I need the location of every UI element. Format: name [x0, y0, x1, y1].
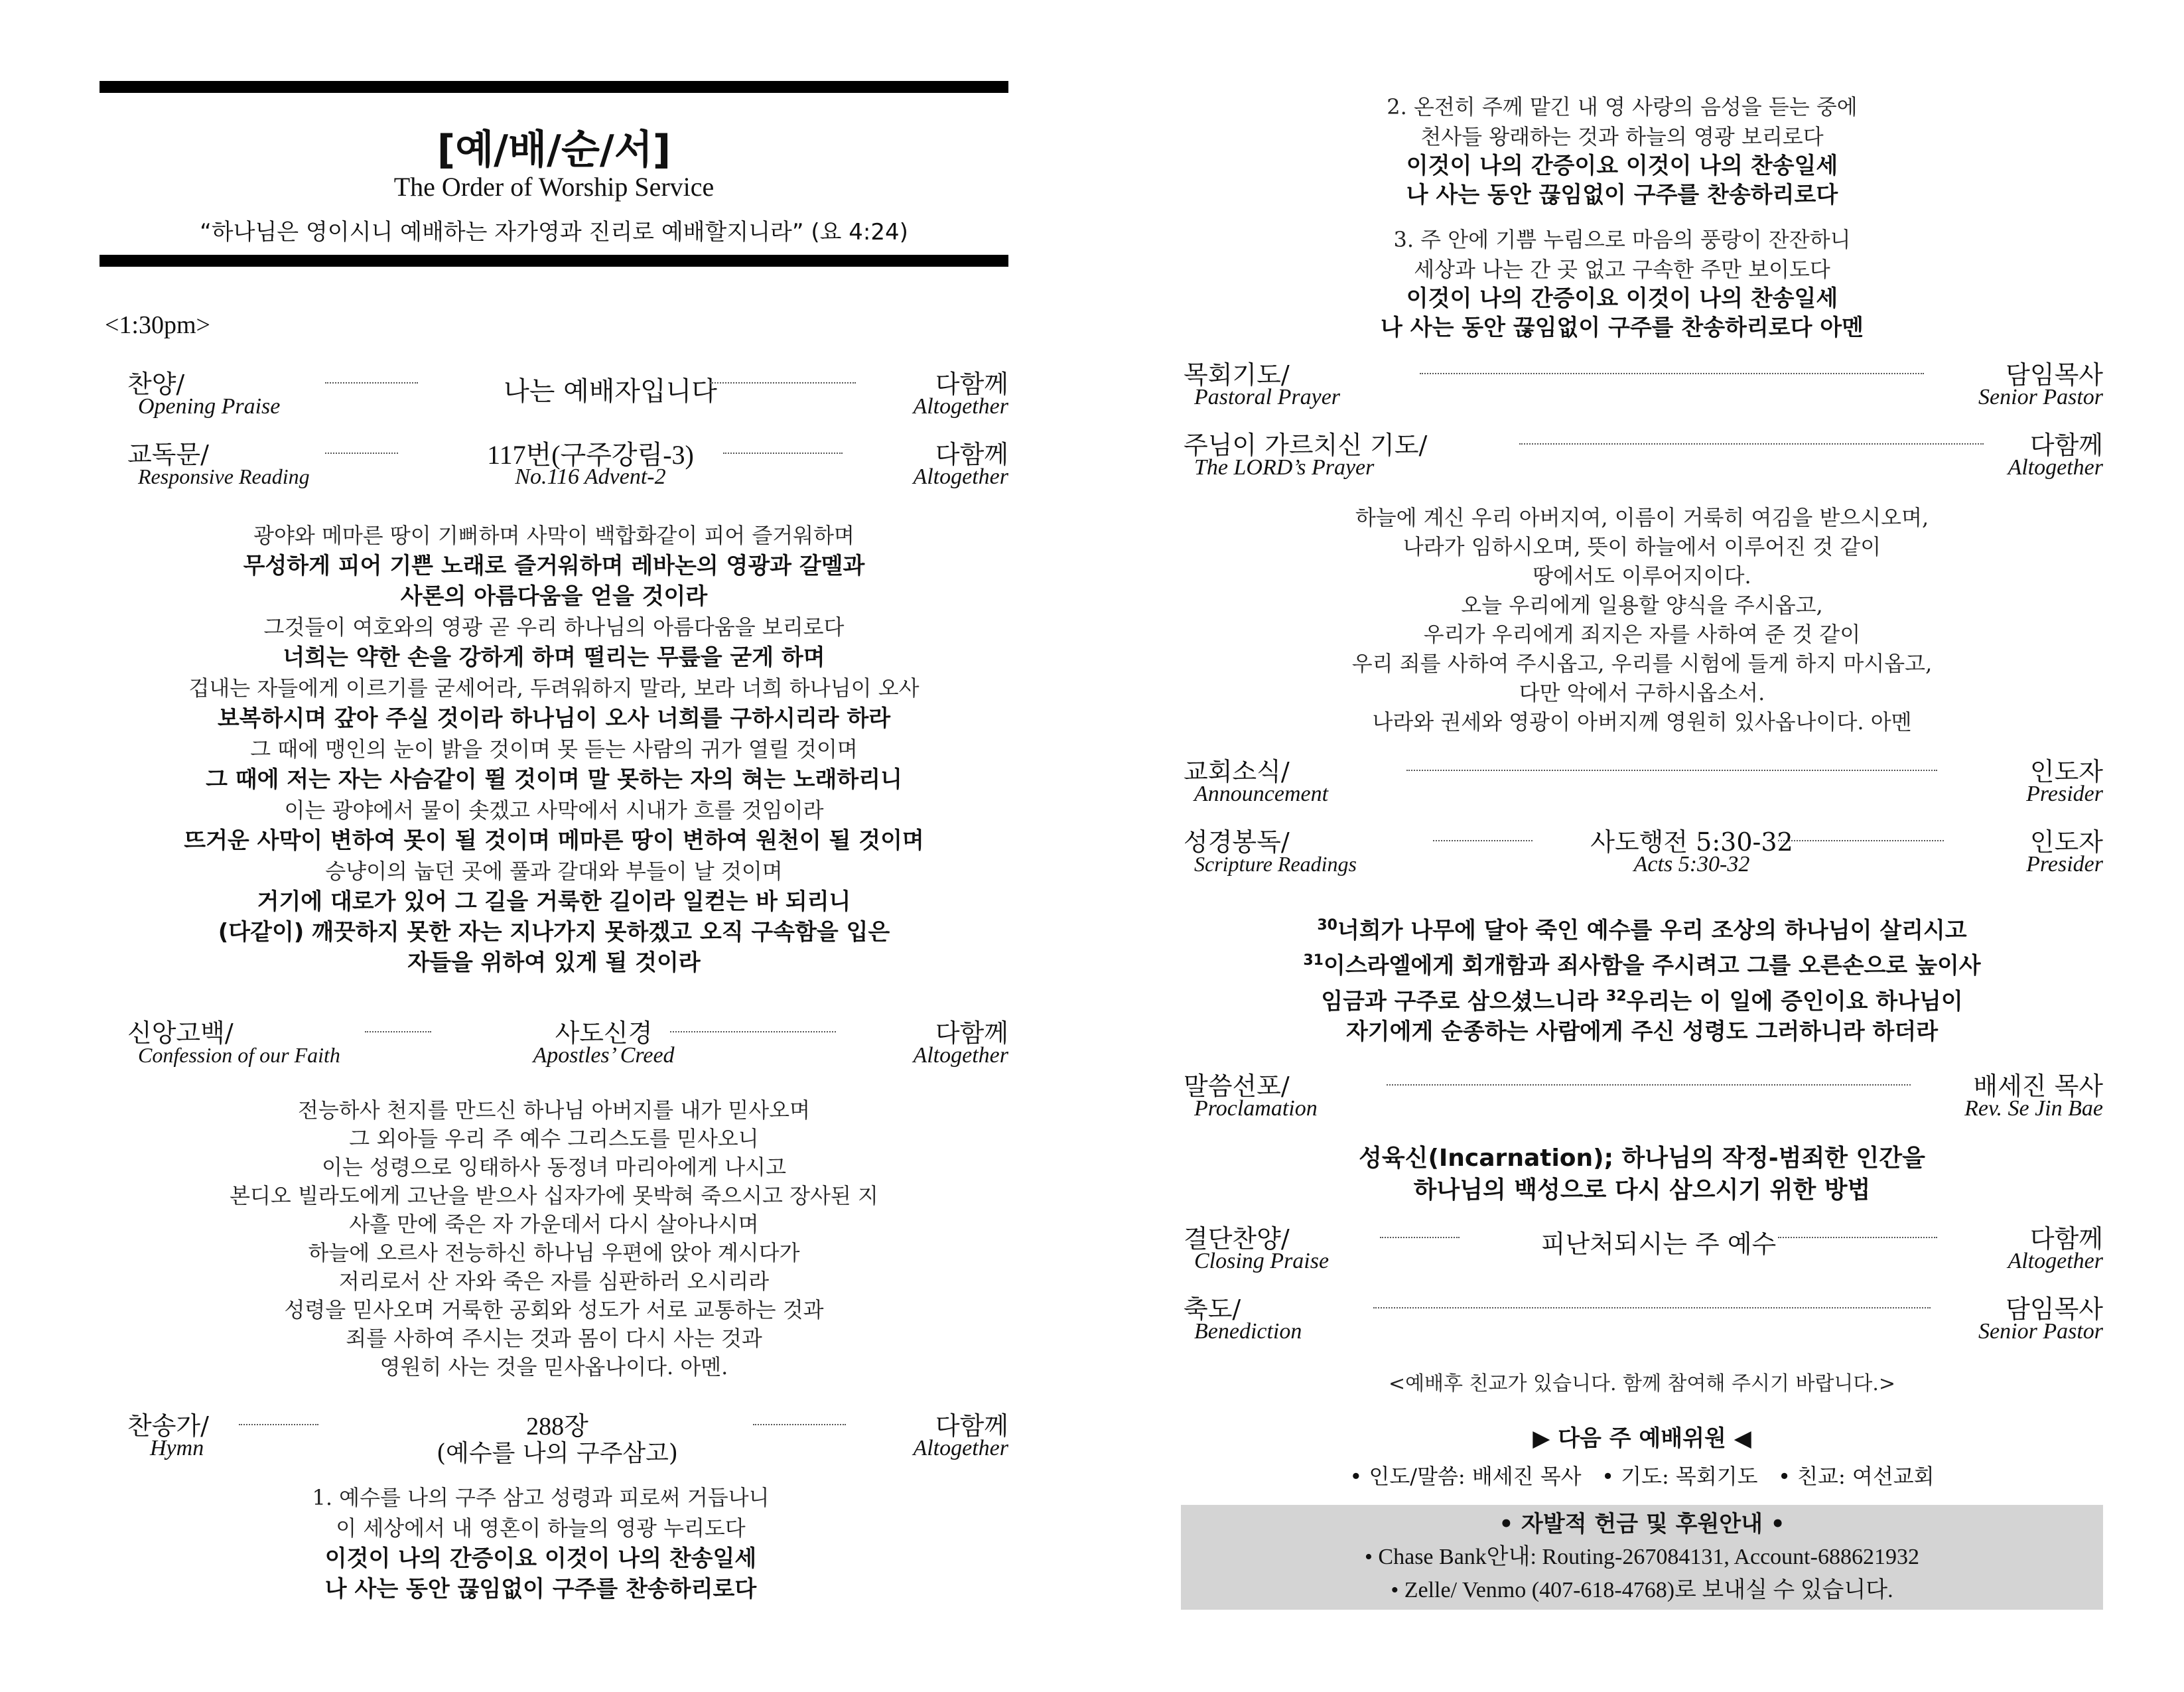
order-item-hymn: [100, 1405, 1008, 1467]
offering-zelle-line: • Zelle/ Venmo (407-618-4768)로 보내실 수 있습니다.: [1391, 1578, 1893, 1602]
item-leader-en: Presider: [2026, 782, 2103, 806]
item-en-label: Responsive Reading: [138, 464, 310, 488]
hymn-line: 나 사는 동안 끊임없이 구주를 찬송하리로다: [324, 1576, 757, 1602]
prayer-line: 나라와 권세와 영광이 아버지께 영원히 있사옵나이다. 아멘: [1372, 709, 1912, 735]
item-leader-ko: 담임목사: [2006, 1295, 2103, 1324]
item-leader-en: Senior Pastor: [1978, 385, 2103, 409]
item-leader-ko: 다함께: [2029, 431, 2103, 460]
dotted-leader: [1519, 443, 1984, 445]
creed-line: 이는 성령으로 잉태하사 동정녀 마리아에게 나시고: [321, 1155, 786, 1180]
item-leader-ko: 인도자: [2029, 827, 2103, 857]
item-title-en: Apostles’ Creed: [533, 1043, 675, 1068]
reading-line: 그것들이 여호와의 영광 곧 우리 하나님의 아름다움을 보리로다: [263, 614, 845, 640]
dotted-leader: [239, 1424, 318, 1425]
dotted-leader: [753, 1424, 846, 1425]
order-item-pastoral-prayer: [1181, 354, 2103, 411]
dotted-leader: [670, 1031, 836, 1032]
creed-line: 하늘에 오르사 전능하신 하나님 우편에 앉아 계시다가: [308, 1240, 800, 1265]
item-leader-ko: 담임목사: [2006, 360, 2103, 389]
reading-line: 보복하시며 갚아 주실 것이라 하나님이 오사 너희를 구하시리라 하라: [217, 705, 891, 732]
order-item-confession: [100, 1013, 1008, 1070]
reading-line: 거기에 대로가 있어 그 길을 거룩한 길이라 일컫는 바 되리니: [257, 888, 851, 915]
hymn-line: 3. 주 안에 기쁨 누림으로 마음의 풍랑이 잔잔하니: [1393, 227, 1851, 252]
item-en-label: Hymn: [150, 1436, 204, 1460]
item-leader-en: Senior Pastor: [1978, 1319, 2103, 1344]
hymn-line: 이것이 나의 간증이요 이것이 나의 찬송일세: [1406, 153, 1838, 179]
dotted-leader: [1373, 1307, 1931, 1308]
dotted-leader: [325, 453, 398, 454]
responsive-reading-text: [100, 520, 1008, 978]
item-ko-label: 신앙고백/: [127, 1019, 234, 1048]
hymn-line: 1. 예수를 나의 구주 삼고 성령과 피로써 거듭나니: [312, 1485, 770, 1510]
item-ko-label: 축도/: [1184, 1295, 1241, 1324]
creed-line: 그 외아들 우리 주 예수 그리스도를 믿사오니: [349, 1126, 759, 1151]
dotted-leader: [1380, 1237, 1460, 1238]
item-ko-label: 목회기도/: [1184, 360, 1290, 389]
order-item-lords-prayer: [1181, 425, 2103, 482]
item-en-label: Opening Praise: [138, 394, 281, 419]
item-title: 피난처되시는 주 예수: [1540, 1230, 1777, 1259]
item-leader-ko: 다함께: [935, 1411, 1008, 1441]
sermon-title-line: 성육신(Incarnation); 하나님의 작정-범죄한 인간을: [1359, 1145, 1925, 1172]
header-bottom-rule: [100, 255, 1008, 267]
hymn-line: 이 세상에서 내 영혼이 하늘의 영광 누리도다: [336, 1516, 746, 1541]
creed-line: 성령을 믿사오며 거룩한 공회와 성도가 서로 교통하는 것과: [284, 1297, 824, 1322]
item-title: 사도행전 5:30-32: [1590, 827, 1793, 857]
item-ko-label: 교독문/: [127, 440, 209, 469]
dotted-leader: [1778, 1237, 1937, 1238]
scripture-text: [1181, 910, 2103, 1047]
hymn-verse-1: [73, 1482, 1008, 1604]
item-title-en: Acts 5:30-32: [1633, 852, 1750, 877]
hymn-line: 이것이 나의 간증이요 이것이 나의 찬송일세: [324, 1545, 757, 1572]
item-leader-ko: 다함께: [935, 1019, 1008, 1048]
item-en-label: Pastoral Prayer: [1194, 385, 1341, 409]
item-title-en: No.116 Advent-2: [515, 464, 666, 489]
dotted-leader: [1433, 840, 1533, 841]
item-title: 나는 예배자입니다: [504, 376, 717, 407]
prayer-line: 우리가 우리에게 죄지은 자를 사하여 준 것 같이: [1423, 622, 1861, 647]
scripture-line: 임금과 구주로 삼으셨느니라 $^{32}$우리는 이 일에 증인이요 하나님이: [1321, 987, 1963, 1015]
reading-line: 너희는 약한 손을 강하게 하며 떨리는 무릎을 굳게 하며: [283, 644, 825, 671]
prayer-line: 다만 악에서 구하시옵소서.: [1519, 680, 1765, 705]
prayer-line: 하늘에 계신 우리 아버지여, 이름이 거룩히 여김을 받으시오며,: [1355, 505, 1929, 530]
item-leader-ko: 인도자: [2029, 757, 2103, 786]
next-week-servers: • 인도/말씀: 배세진 목사 • 기도: 목회기도 • 친교: 여선교회: [1349, 1464, 1935, 1489]
reading-line: 이는 광야에서 물이 솟겠고 사막에서 시내가 흐를 것임이라: [284, 798, 824, 823]
item-ko-label: 결단찬양/: [1184, 1224, 1290, 1253]
dotted-leader: [1778, 840, 1944, 841]
offering-info-box: [1181, 1505, 2103, 1610]
creed-line: 사흘 만에 죽은 자 가운데서 다시 살아나시며: [349, 1212, 759, 1237]
item-leader-en: Rev. Se Jin Bae: [1964, 1096, 2103, 1121]
scripture-line: 자기에게 순종하는 사람에게 주신 성령도 그러하니라 하더라: [1345, 1018, 1939, 1045]
offering-bank-line: • Chase Bank안내: Routing-267084131, Account-688621932: [1365, 1545, 1919, 1569]
order-item-closing-praise: [1181, 1218, 2103, 1275]
reading-line: 사론의 아름다움을 얻을 것이라: [400, 583, 708, 610]
dotted-leader: [710, 382, 856, 384]
item-en-label: Closing Praise: [1194, 1249, 1330, 1273]
item-en-label: Confession of our Faith: [138, 1043, 340, 1067]
service-time: <1:30pm>: [105, 311, 210, 339]
order-item-proclamation: [1181, 1066, 2103, 1123]
item-leader-ko: 다함께: [935, 440, 1008, 469]
item-leader-en: Altogether: [913, 464, 1008, 489]
item-leader-en: Altogether: [2008, 1249, 2103, 1273]
hymn-line: 세상과 나는 간 곳 없고 구속한 주만 보이도다: [1414, 257, 1830, 282]
item-ko-label: 찬양/: [127, 370, 185, 399]
hymn-verse-3: [1141, 224, 2103, 342]
scripture-line: $^{30}$너희가 나무에 달아 죽인 예수를 우리 조상의 하나님이 살리시고: [1317, 917, 1967, 944]
item-ko-label: 찬송가/: [127, 1411, 209, 1441]
offering-title: • 자발적 헌금 및 후원안내 •: [1499, 1511, 1785, 1537]
hymn-line: 천사들 왕래하는 것과 하늘의 영광 보리로다: [1420, 124, 1824, 149]
item-leader-en: Altogether: [913, 1043, 1008, 1068]
header-verse: “하나님은 영이시니 예배하는 자가영과 진리로 예배할지니라” (요 4:24): [200, 219, 908, 246]
item-ko-label: 주님이 가르치신 기도/: [1184, 431, 1428, 460]
prayer-line: 나라가 임하시오며, 뜻이 하늘에서 이루어진 것 같이: [1402, 534, 1881, 559]
prayer-line: 오늘 우리에게 일용할 양식을 주시옵고,: [1461, 593, 1823, 618]
item-leader-en: Presider: [2026, 852, 2103, 877]
item-ko-label: 말씀선포/: [1184, 1072, 1290, 1101]
item-ko-label: 교회소식/: [1184, 757, 1290, 786]
item-leader-ko: 다함께: [2029, 1224, 2103, 1253]
prayer-line: 땅에서도 이루어지이다.: [1533, 563, 1751, 589]
item-leader-ko: 배세진 목사: [1973, 1072, 2103, 1101]
item-leader-en: Altogether: [913, 1436, 1008, 1460]
reading-line: 그 때에 맹인의 눈이 밝을 것이며 못 듣는 사람의 귀가 열릴 것이며: [250, 737, 858, 762]
item-ko-label: 성경봉독/: [1184, 827, 1290, 857]
creed-line: 영원히 사는 것을 믿사옵나이다. 아멘.: [379, 1354, 728, 1379]
order-item-responsive-reading: [100, 434, 1008, 491]
reading-line: 무성하게 피어 기쁜 노래로 즐거워하며 레바논의 영광과 갈멜과: [243, 553, 865, 579]
reading-line: 광야와 메마른 땅이 기뻐하며 사막이 백합화같이 피어 즐거워하며: [253, 523, 854, 548]
item-title: 사도신경: [555, 1019, 653, 1048]
item-en-label: Benediction: [1194, 1319, 1302, 1344]
lords-prayer-text: [1181, 503, 2103, 737]
dotted-leader: [723, 453, 843, 454]
page-title: [예/배/순/서]: [437, 127, 671, 173]
reading-line: 겁내는 자들에게 이르기를 굳세어라, 두려워하지 말라, 보라 너희 하나님이 오사: [188, 675, 920, 701]
item-leader-en: Altogether: [2008, 455, 2103, 480]
order-item-opening-praise: [100, 364, 1008, 421]
item-leader-ko: 다함께: [935, 370, 1008, 399]
reading-line: 승냥이의 눕던 곳에 풀과 갈대와 부들이 날 것이며: [325, 859, 783, 884]
item-en-label: Announcement: [1194, 782, 1329, 806]
item-leader-en: Altogether: [913, 394, 1008, 419]
scripture-line: $^{31}$이스라엘에게 회개함과 죄사함을 주시려고 그를 오른손으로 높이사: [1303, 952, 1981, 979]
item-title: 117번(구주강림-3): [487, 440, 694, 470]
item-title: 288장: [526, 1413, 588, 1441]
creed-line: 전능하사 천지를 만드신 하나님 아버지를 내가 믿사오며: [297, 1097, 810, 1123]
dotted-leader: [1420, 373, 1924, 374]
dotted-leader: [325, 382, 418, 384]
reading-line: 자들을 위하여 있게 될 것이라: [407, 950, 701, 976]
dotted-leader: [365, 1031, 431, 1032]
item-en-label: The LORD’s Prayer: [1194, 455, 1375, 480]
item-title-ko: (예수를 나의 구주삼고): [437, 1440, 678, 1467]
reading-line: 그 때에 저는 자는 사슴같이 뛸 것이며 말 못하는 자의 혀는 노래하리니: [206, 766, 902, 793]
top-rule: [100, 81, 1008, 93]
order-item-benediction: [1181, 1289, 2103, 1346]
page-subtitle: The Order of Worship Service: [393, 172, 715, 202]
order-item-announcement: [1181, 751, 2103, 808]
order-item-scripture: [1181, 821, 2103, 879]
item-en-label: Scripture Readings: [1194, 852, 1357, 876]
reading-line: (다같이) 깨끗하지 못한 자는 지나가지 못하겠고 오직 구속함을 입은: [218, 919, 890, 946]
creed-line: 죄를 사하여 주시는 것과 몸이 다시 사는 것과: [346, 1326, 762, 1351]
hymn-line: 2. 온전히 주께 맡긴 내 영 사랑의 음성을 듣는 중에: [1387, 94, 1858, 119]
sermon-title-line: 하나님의 백성으로 다시 삼으시기 위한 방법: [1413, 1176, 1871, 1204]
hymn-line: 나 사는 동안 끊임없이 구주를 찬송하리로다: [1406, 182, 1838, 208]
fellowship-note: <예배후 친교가 있습니다. 함께 참여해 주시기 바랍니다.>: [1388, 1372, 1896, 1395]
apostles-creed-text: [100, 1096, 1008, 1381]
sermon-title: [1181, 1143, 2103, 1206]
hymn-line: 이것이 나의 간증이요 이것이 나의 찬송일세: [1406, 285, 1838, 312]
creed-line: 저리로서 산 자와 죽은 자를 심판하러 오시리라: [338, 1269, 770, 1294]
hymn-line: 나 사는 동안 끊임없이 구주를 찬송하리로다 아멘: [1381, 315, 1864, 341]
creed-line: 본디오 빌라도에게 고난을 받으사 십자가에 못박혀 죽으시고 장사된 지: [230, 1183, 878, 1208]
item-en-label: Proclamation: [1194, 1096, 1318, 1121]
next-week-title: ▶ 다음 주 예배위원 ◀: [1533, 1425, 1751, 1452]
hymn-verse-2: [1141, 92, 2103, 210]
reading-line: 뜨거운 사막이 변하여 못이 될 것이며 메마른 땅이 변하여 원천이 될 것이며: [184, 827, 924, 854]
prayer-line: 우리 죄를 사하여 주시옵고, 우리를 시험에 들게 하지 마시옵고,: [1351, 651, 1933, 676]
dotted-leader: [1406, 770, 1937, 771]
dotted-leader: [1387, 1084, 1911, 1086]
